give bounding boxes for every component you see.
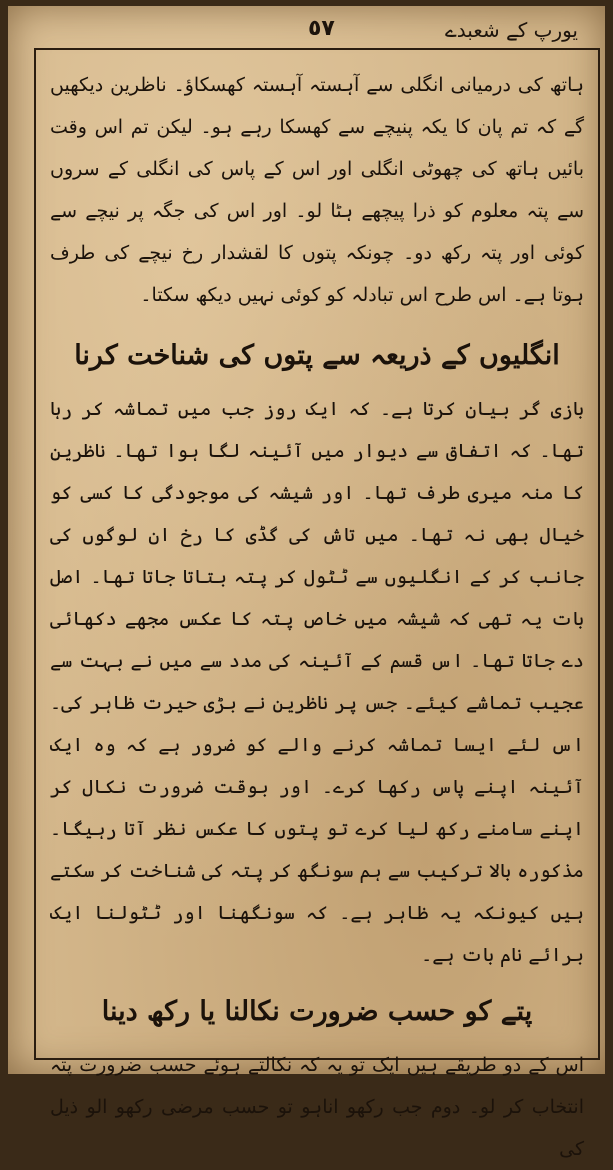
section-heading-2: پتے کو حسب ضرورت نکالنا یا رکھ دینا [101, 996, 533, 1027]
page-header [38, 14, 578, 48]
section-heading-1: انگلیوں کے ذریعہ سے پتوں کی شناخت کرنا [74, 340, 560, 371]
book-page [8, 6, 605, 1160]
page-number: ٥٧ [308, 16, 335, 41]
text-frame [34, 48, 600, 1160]
paragraph-1: ہاتھ کی درمیانی انگلی سے آہستہ آہستہ کھسکاؤ۔ ناظرین دیکھیں گے کہ تم پان کا یکہ پنیچے سے کھسکا رہے ہو۔ لیکن تم اس وقت بائیں ہاتھ کی چھوٹی انگلی اور اس کے پاس کی انگلی کے سروں سے پتہ معلوم کو ذرا پیچھے ہٹا لو۔ اور اس کی جگہ پر نیچے سے کوئی اور پتہ رکھ دو۔ چونکہ پتوں کا لقشدار رخ نیچے کی طرف ہوتا ہے۔ اس طرح اس تبادلہ کو کوئی نہیں دیکھ سکتا۔ [50, 74, 584, 306]
paragraph-3: اس کے دو طریقے ہیں ایک تو یہ کہ نکالتے ہوئے حسب ضرورت پتہ انتخاب کر لو۔ دوم جب رکھو اناہو تو حسب مرضی رکھو الو ذیل کی [50, 1054, 584, 1160]
page-content [50, 64, 584, 1170]
running-title: یورپ کے شعبدے [445, 18, 578, 42]
paragraph-2: بازی گر بیان کرتا ہے۔ کہ ایک روز جب میں تماشہ کر رہا تھا۔ کہ اتفاق سے دیوار میں آئینہ لگا ہوا تھا۔ ناظرین کا منہ میری طرف تھا۔ اور شیشہ کی موجودگی کا کسی کو خیال بھی نہ تھا۔ میں تاش کی گڈی کا رخ ان لوگوں کی جانب کر کے انگلیوں سے ٹٹول کر پتہ بتاتا جاتا تھا۔ اصل بات یہ تھی کہ شیشہ میں خاص پتہ کا عکس مجھے دکھائی دے جاتا تھا۔ اس قسم کے آئینہ کی مدد سے میں نے بہت سے عجیب تماشے کیئے۔ جس پر ناظرین نے بڑی حیرت ظاہر کی۔ اس لئے ایسا تماشہ کرنے والے کو ضرور ہے کہ وہ ایک آئینہ اپنے پاس رکھا کرے۔ اور بوقت ضرورت نکال کر اپنے سامنے رکھ لیا کرے تو پتوں کا عکس نظر آتا رہیگا۔ مذکورہ بالا ترکیب سے ہم سونگھ کر پتہ کی شناخت کر سکتے ہیں کیونکہ یہ ظاہر ہے۔ کہ سونگھنا اور ٹٹولنا ایک برائے نام بات ہے۔ [49, 398, 584, 966]
